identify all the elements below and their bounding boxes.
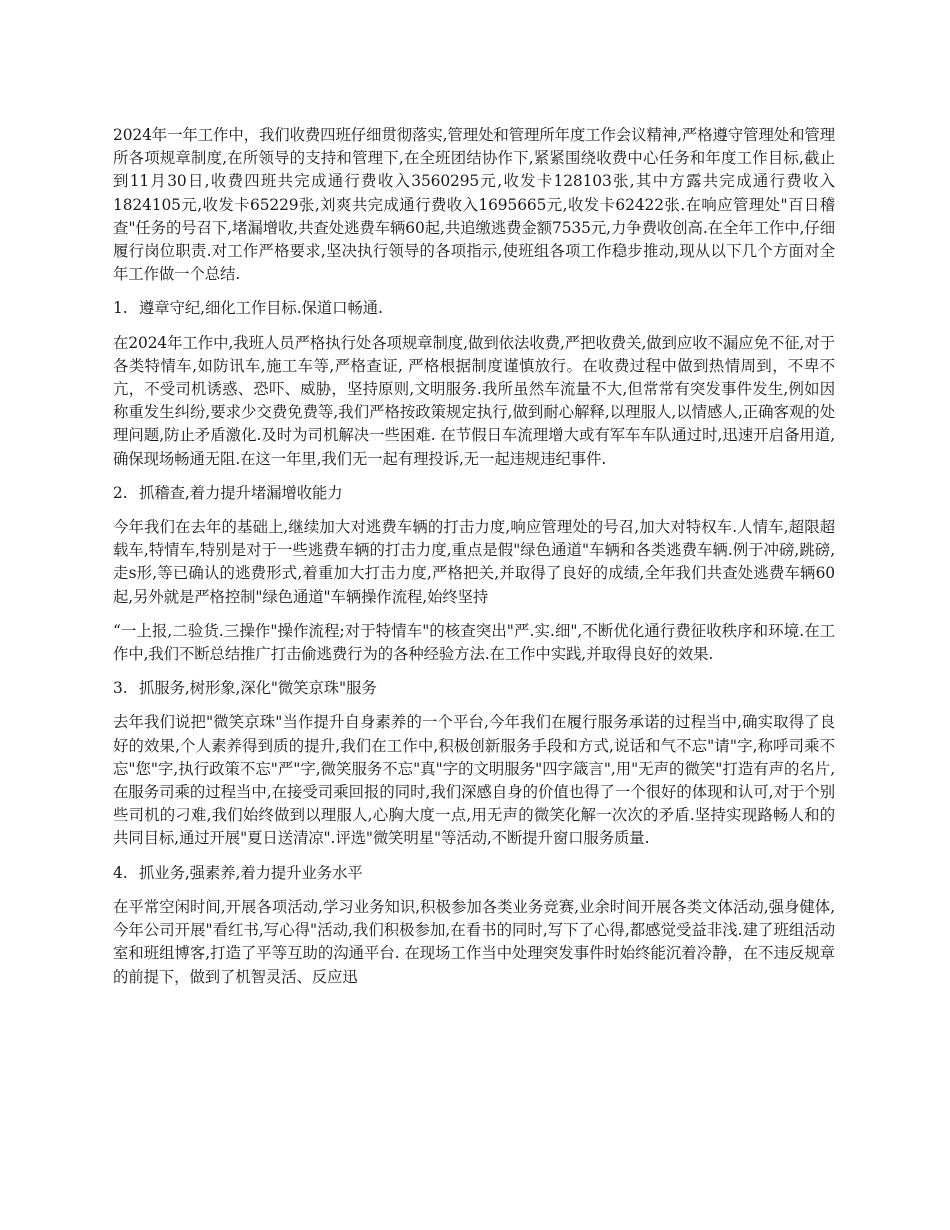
section-number: 4. [113, 863, 128, 882]
section-2-paragraph-2: “一上报,二验货.三操作"操作流程;对于特情车"的核查突出"严.实.细",不断优化通行费征收秩序和环境.在工作中,我们不断总结推广打击偷逃费行为的各种经验方法.在工作中实践,并取得良好的效果. [113, 621, 835, 664]
section-heading-4 [113, 862, 835, 885]
section-heading-1 [113, 297, 835, 320]
section-number: 3. [113, 679, 128, 698]
section-title: 抓业务,强素养,着力提升业务水平 [139, 863, 363, 882]
section-title: 抓稽查,着力提升堵漏增收能力 [139, 483, 343, 502]
section-title: 遵章守纪,细化工作目标.保道口畅通. [139, 299, 383, 318]
intro-paragraph: 2024年一年工作中，我们收费四班仔细贯彻落实,管理处和管理所年度工作会议精神,严格遵守管理处和管理所各项规章制度,在所领导的支持和管理下,在全班团结协作下,紧紧围绕收费中心任务和年度工作目标,截止到11月30日,收费四班共完成通行费收入3560295元,收发卡128103张,其中方露共完成通行费收入1824105元,收发卡65229张,刘爽共完成通行费收入1695665元,收发卡62422张.在响应管理处"百日稽查"任务的号召下,堵漏增收,共查处逃费车辆60起,共追缴逃费金额7535元,力争费收创高.在全年工作中,仔细履行岗位职责.对工作严格要求,坚决执行领导的各项指示,使班组各项工作稳步推动,现从以下几个方面对全年工作做一个总结. [113, 126, 835, 284]
document-page [113, 124, 835, 1000]
section-number: 1. [113, 299, 128, 318]
section-heading-2 [113, 482, 835, 505]
section-1-paragraph: 在2024年工作中,我班人员严格执行处各项规章制度,做到依法收费,严把收费关,做到应收不漏应免不征,对于各类特情车,如防讯车,施工车等,严格查证, 严格根据制度谨慎放行。在收费过程中做到热情周到，不卑不亢，不受司机诱惑、恐吓、威胁，坚持原则,文明服务.我所虽然车流量不大,但常常有突发事件发生,例如因称重发生纠纷,要求少交费免费等,我们严格按政策规定执行,做到耐心解释,以理服人,以情感人,正确客观的处理问题,防止矛盾激化.及时为司机解决一些困难. 在节假日车流理增大或有军车车队通过时,迅速开启备用道,确保现场畅通无阻.在这一年里,我们无一起有理投诉,无一起违规违纪事件. [113, 333, 835, 468]
section-number: 2. [113, 483, 128, 502]
section-4-paragraph: 在平常空闲时间,开展各项活动,学习业务知识,积极参加各类业务竞赛,业余时间开展各类文体活动,强身健体,今年公司开展"看红书,写心得"活动,我们积极参加,在看书的同时,写下了心得,都感觉受益非浅.建了班组活动室和班组博客,打造了平等互助的沟通平台. 在现场工作当中处理突发事件时始终能沉着冷静，在不违反规章的前提下，做到了机智灵活、反应迅 [113, 897, 835, 986]
section-2-paragraph-1: 今年我们在去年的基础上,继续加大对逃费车辆的打击力度,响应管理处的号召,加大对特权车.人情车,超限超载车,特情车,特别是对于一些逃费车辆的打击力度,重点是假"绿色通道"车辆和各类逃费车辆.例于冲磅,跳磅,走s形,等已确认的逃费形式,着重加大打击力度,严格把关,并取得了良好的成绩,全年我们共查处逃费车辆60起,另外就是严格控制"绿色通道"车辆操作流程,始终坚持 [113, 518, 835, 606]
section-3-paragraph: 去年我们说把"微笑京珠"当作提升自身素养的一个平台,今年我们在履行服务承诺的过程当中,确实取得了良好的效果,个人素养得到质的提升,我们在工作中,积极创新服务手段和方式,说话和气不忘"请"字,称呼司乘不忘"您"字,执行政策不忘"严"字,微笑服务不忘"真"字的文明服务"四字箴言",用"无声的微笑"打造有声的名片,在服务司乘的过程当中,在接受司乘回报的同时,我们深感自身的价值也得了一个很好的体现和认可,对于个别些司机的刁难,我们始终做到以理服人,心胸大度一点,用无声的微笑化解一次次的矛盾.坚持实现路畅人和的共同目标,通过开展"夏日送清凉".评选"微笑明星"等活动,不断提升窗口服务质量. [113, 713, 835, 848]
section-title: 抓服务,树形象,深化"微笑京珠"服务 [139, 679, 377, 698]
section-heading-3 [113, 677, 835, 700]
